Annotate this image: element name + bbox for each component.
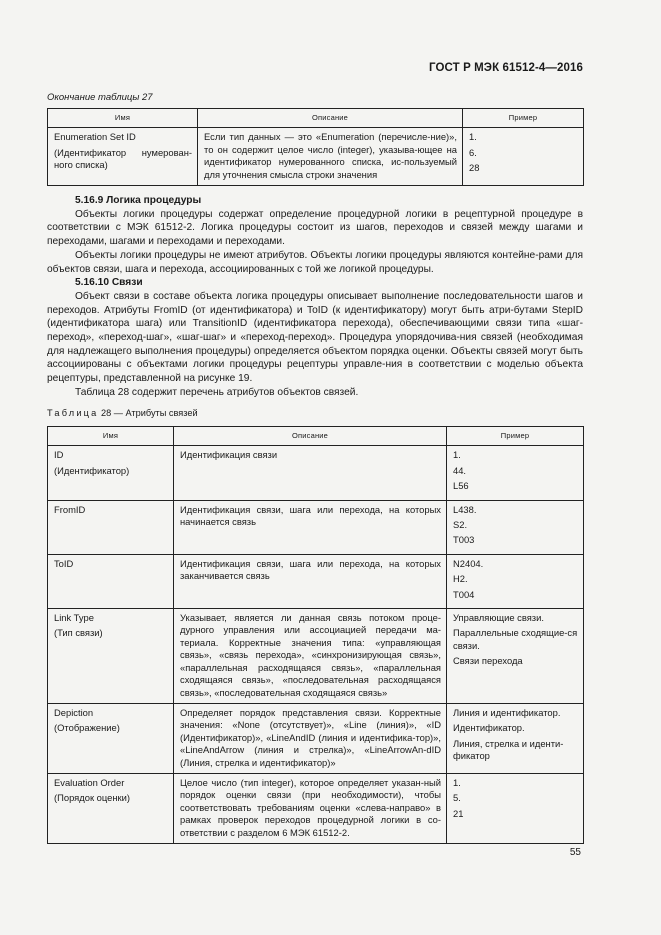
- table-header-row: [48, 109, 584, 128]
- column-header-example: Пример: [447, 427, 584, 446]
- name-line: (Идентификатор): [54, 464, 130, 476]
- name-line: (Тип связи): [54, 627, 103, 639]
- table-row: [48, 609, 584, 704]
- cell-description: Идентификация связи: [174, 446, 447, 500]
- cell-name: [48, 773, 174, 843]
- table-row: [48, 773, 584, 843]
- example-line: Параллельные сходящие-ся связи.: [453, 627, 578, 651]
- section-heading: 5.16.10 Связи: [75, 277, 143, 289]
- example-line: L56: [453, 480, 469, 492]
- cell-example: [447, 554, 584, 608]
- example-line: 28: [469, 162, 480, 174]
- section-5-16-9: [47, 194, 583, 400]
- example-line: 1.: [469, 131, 477, 143]
- name-line: Enumeration Set ID: [54, 131, 136, 143]
- table-row: [48, 446, 584, 500]
- example-line: 1.: [453, 776, 461, 788]
- example-line: 44.: [453, 464, 467, 476]
- name-line: (Идентификатор нумерован-ного списка): [54, 146, 192, 171]
- name-line: (Отображение): [54, 722, 120, 734]
- name-line: Depiction: [54, 706, 94, 718]
- name-line: Evaluation Order: [54, 776, 125, 788]
- example-line: 6.: [469, 146, 477, 158]
- example-line: T003: [453, 534, 475, 546]
- cell-name: [48, 128, 198, 186]
- table-continuation-label: Окончание таблицы 27: [47, 92, 153, 103]
- caption-word: Таблица: [47, 408, 99, 418]
- column-header-name: Имя: [48, 427, 174, 446]
- column-header-name: Имя: [48, 109, 198, 128]
- example-line: 21: [453, 807, 464, 819]
- cell-name: [48, 446, 174, 500]
- cell-example: [447, 773, 584, 843]
- table-27-end: [47, 108, 584, 186]
- section-heading: 5.16.9 Логика процедуры: [75, 195, 202, 206]
- cell-name: [48, 500, 174, 554]
- name-line: Link Type: [54, 612, 94, 624]
- cell-example: [447, 703, 584, 773]
- table-row: [48, 703, 584, 773]
- paragraph: Объект связи в составе объекта логика процедуры описывает выполнение последовательности шагов и переходов. Атрибуты FromID (от идентификатора) и ToID (к идентификатору) могут быть атри-бутами StepID (идентификатора шага) или TransitionID (идентификатора перехода), обеспечивающими связи типа «шаг-переход», «переход-шаг», «шаг-шаг» и «переход-переход». Процедура упорядочива-ния связей (необходимая для надлежащего выполнения процедуры) определяется объектом порядка оценки. Объекты связей могут быть ассоциированы с объектами логики процедуры рецептуры управле-ния в соответствии с моделью объекта рецептуры, представленной на рисунке 19.: [47, 290, 583, 385]
- example-line: L438.: [453, 503, 477, 515]
- example-line: 5.: [453, 792, 461, 804]
- name-line: FromID: [54, 503, 86, 515]
- page-number: 55: [569, 847, 581, 858]
- table-28-link-attributes: [47, 426, 584, 844]
- cell-example: [447, 500, 584, 554]
- cell-description: Если тип данных — это «Enumeration (перечисле-ние)», то он содержит целое число (integer), указыва-ющее на идентификатор нумерованного списка, ис-пользуемый для уточнения смысла строки значения: [198, 128, 463, 186]
- example-line: Связи перехода: [453, 655, 523, 667]
- example-line: S2.: [453, 519, 468, 531]
- example-line: Управляющие связи.: [453, 612, 544, 624]
- cell-example: [463, 128, 584, 186]
- column-header-description: Описание: [198, 109, 463, 128]
- cell-example: [447, 609, 584, 704]
- cell-example: [447, 446, 584, 500]
- table-row: [48, 554, 584, 608]
- cell-description: Идентификация связи, шага или перехода, на которых заканчивается связь: [174, 554, 447, 608]
- example-line: 1.: [453, 449, 461, 461]
- column-header-example: Пример: [463, 109, 584, 128]
- paragraph: Таблица 28 содержит перечень атрибутов объектов связей.: [75, 386, 359, 398]
- name-line: (Порядок оценки): [54, 792, 130, 804]
- table-header-row: [48, 427, 584, 446]
- paragraph: Объекты логики процедуры содержат определение процедурной логики в рецептурной процедуре в соответствии с МЭК 61512-2. Логика процедуры состоит из шагов, переходов и связей между шагами и переходами, шагами и переходами и переходами.: [47, 208, 583, 248]
- example-line: H2.: [453, 573, 468, 585]
- table-row: [48, 128, 584, 186]
- example-line: Идентификатор.: [453, 722, 525, 734]
- paragraph: Объекты логики процедуры не имеют атрибутов. Объекты логики процедуры являются контейне-рами для объектов связи, шага и перехода, ассоциированных с той же логикой процедуры.: [47, 249, 583, 275]
- cell-name: [48, 609, 174, 704]
- cell-name: [48, 554, 174, 608]
- example-line: T004: [453, 588, 475, 600]
- name-line: ToID: [54, 557, 74, 569]
- example-line: Линия и идентификатор.: [453, 706, 561, 718]
- cell-description: Определяет порядок представления связи. Корректные значения: «None (отсутствует)», «Line (линия)», «ID (Идентификатор)», «LineAndID (линия и идентифика-тор)», «LineAndArrow (линия и стрелка)», «LineArrowAn-dID (Линия, стрелка и идентификатор)»: [174, 703, 447, 773]
- column-header-description: Описание: [174, 427, 447, 446]
- cell-description: Идентификация связи, шага или перехода, на которых начинается связь: [174, 500, 447, 554]
- cell-description: Целое число (тип integer), которое определяет указан-ный порядок оценки связи (при необходимости), чтобы соответствовать требованиям оценки «слева-направо» в рамках проверок переходов процедурной логики в со-ответствии с разделом 6 МЭК 61512-2.: [174, 773, 447, 843]
- example-line: N2404.: [453, 557, 484, 569]
- example-line: Линия, стрелка и иденти-фикатор: [453, 737, 564, 762]
- caption-text: 28 — Атрибуты связей: [101, 408, 198, 418]
- table-28-caption: [47, 408, 198, 418]
- table-row: [48, 500, 584, 554]
- name-line: ID: [54, 449, 64, 461]
- cell-name: [48, 703, 174, 773]
- cell-description: Указывает, является ли данная связь потоком проце-дурного управления или ассоциацией передачи ма-териала. Корректные значения типа: «управляющая связь», «связь перехода», «синхронизирующая связь», «параллельная расходящаяся связь», «параллельная сходящаяся связь», «последовательная расходящаяся связь», «последовательная сходящаяся связь»: [174, 609, 447, 704]
- document-code-header: ГОСТ Р МЭК 61512-4—2016: [429, 62, 583, 74]
